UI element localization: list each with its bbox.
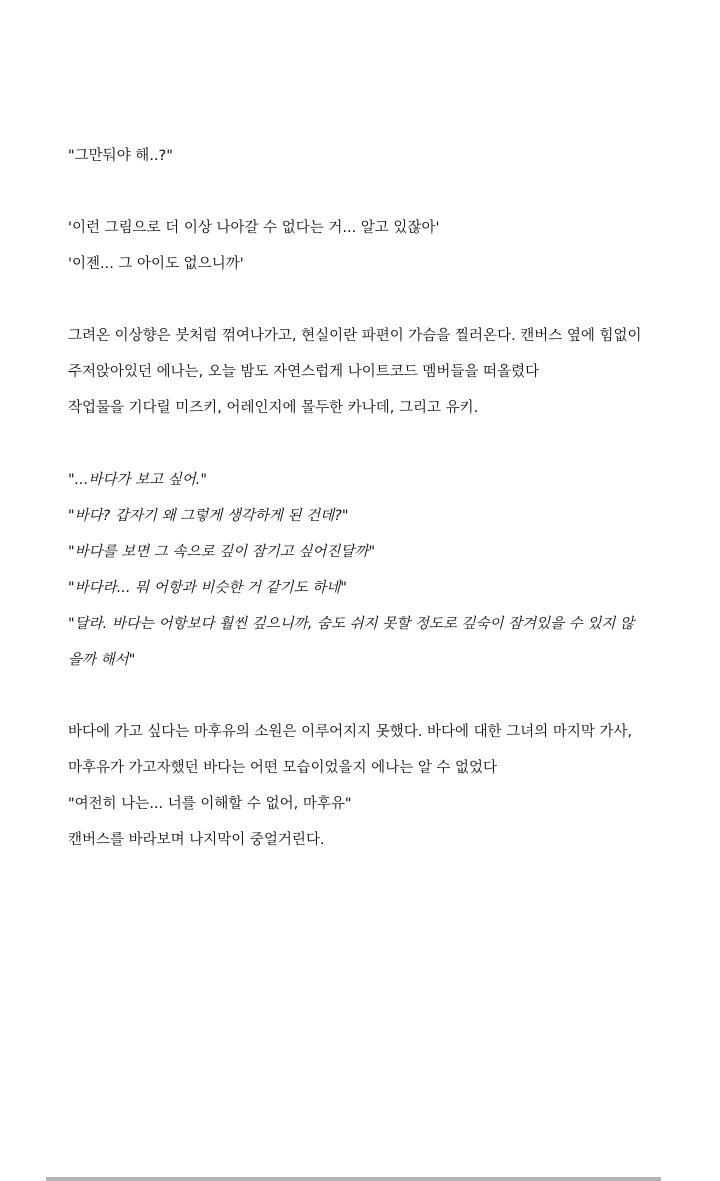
- text-line: 작업물을 기다릴 미즈키, 어레인지에 몰두한 카나데, 그리고 유키.: [68, 400, 479, 416]
- text-line: "여전히 나는... 너를 이해할 수 없어, 마후유": [68, 796, 352, 812]
- dialogue-line: 을까 해서": [68, 652, 136, 668]
- text-line: '이런 그림으로 더 이상 나아갈 수 없다는 거... 알고 있잖아': [68, 220, 440, 236]
- text-line: '이젠... 그 아이도 없으니까': [68, 256, 244, 272]
- dialogue-line: "바다? 갑자기 왜 그렇게 생각하게 된 건데?": [68, 508, 349, 524]
- dialogue-line: "바다를 보면 그 속으로 깊이 잠기고 싶어진달까": [68, 544, 376, 560]
- text-line: 주저앉아있던 에나는, 오늘 밤도 자연스럽게 나이트코드 멤버들을 떠올렸다: [68, 364, 540, 380]
- scroll-indicator[interactable]: [46, 1177, 661, 1181]
- text-line: 그려온 이상향은 붓처럼 꺾여나가고, 현실이란 파편이 가슴을 찔러온다. 캔버스 옆에 힘없이: [68, 328, 642, 344]
- dialogue-line: "...바다가 보고 싶어.": [68, 472, 208, 488]
- text-line: "그만둬야 해..?": [68, 148, 173, 164]
- text-line: 캔버스를 바라보며 나지막이 중얼거린다.: [68, 832, 325, 848]
- text-line: 마후유가 가고자했던 바다는 어떤 모습이었을지 에나는 알 수 없었다: [68, 760, 498, 776]
- dialogue-line: "바다라... 뭐 어항과 비슷한 거 같기도 하네": [68, 580, 347, 596]
- text-line: 바다에 가고 싶다는 마후유의 소원은 이루어지지 못했다. 바다에 대한 그녀의 마지막 가사,: [68, 724, 633, 740]
- dialogue-line: "달라. 바다는 어항보다 훨씬 깊으니까, 숨도 쉬지 못할 정도로 깊숙이 잠겨있을 수 있지 않: [68, 616, 635, 632]
